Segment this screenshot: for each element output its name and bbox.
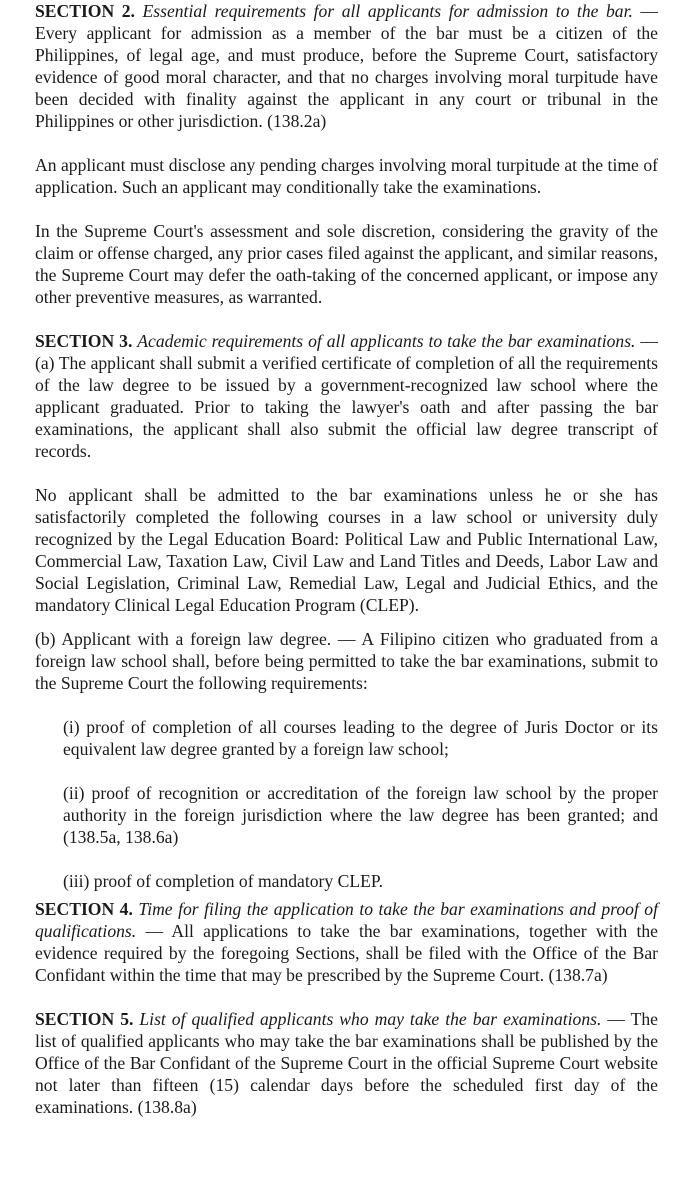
section-3-title: Academic requirements of all applicants to take the bar examinations.: [137, 331, 636, 351]
section-4-body: — All applications to take the bar examinations, together with the evidence required by the foregoing Sections, shall be filed with the Office of the Bar Confidant within the time that may be prescribed by the Supreme Court. (138.7a): [35, 921, 658, 985]
section-5-label: SECTION 5.: [35, 1009, 134, 1029]
section-5-title: List of qualified applicants who may take the bar examinations.: [139, 1009, 602, 1029]
section-2-title: Essential requirements for all applicants for admission to the bar.: [142, 1, 633, 21]
section-2-label: SECTION 2.: [35, 1, 135, 21]
section-5-body: — The list of qualified applicants who may take the bar examinations shall be published by the Office of the Bar Confidant of the Supreme Court in the official Supreme Court website not later than fifteen (15) calendar days before the scheduled first day of the examinations. (138.8a): [35, 1009, 658, 1117]
section-3-item-i: (i) proof of completion of all courses leading to the degree of Juris Doctor or its equivalent law degree granted by a foreign law school;: [63, 717, 658, 759]
section-2-body: — Every applicant for admission as a member of the bar must be a citizen of the Philippines, of legal age, and must produce, before the Supreme Court, satisfactory evidence of good moral character, and that no charges involving moral turpitude have been decided with finality against the applicant in any court or tribunal in the Philippines or other jurisdiction. (138.2a): [35, 1, 659, 131]
section-3-foreign-degree-paragraph: (b) Applicant with a foreign law degree. — A Filipino citizen who graduated from a foreign law school shall, before being permitted to take the bar examinations, submit to the Supreme Court the following requirements:: [35, 629, 658, 693]
section-3-label: SECTION 3.: [35, 331, 133, 351]
section-2-paragraph: [35, 0, 658, 132]
section-3-item-ii: (ii) proof of recognition or accreditation of the foreign law school by the proper authority in the foreign jurisdiction where the law degree has been granted; and (138.5a, 138.6a): [63, 783, 658, 847]
document-page: [35, 0, 658, 1118]
section-3-body: — (a) The applicant shall submit a verified certificate of completion of all the requirements of the law degree to be issued by a government-recognized law school where the applicant graduated. Prior to taking the lawyer's oath and after passing the bar examinations, the applicant shall also submit the official law degree transcript of records.: [35, 331, 658, 461]
section-2-discretion-paragraph: In the Supreme Court's assessment and sole discretion, considering the gravity of the claim or offense charged, any prior cases filed against the applicant, and similar reasons, the Supreme Court may defer the oath-taking of the concerned applicant, or impose any other preventive measures, as warranted.: [35, 221, 658, 307]
section-2-disclosure-paragraph: An applicant must disclose any pending charges involving moral turpitude at the time of application. Such an applicant may conditionally take the examinations.: [35, 155, 658, 197]
section-4-paragraph: [35, 898, 658, 986]
section-5-paragraph: [35, 1008, 658, 1118]
section-4-title: Time for filing the application to take the bar examinations and proof of qualifications.: [35, 899, 658, 941]
section-4-label: SECTION 4.: [35, 899, 133, 919]
section-3-paragraph: [35, 330, 658, 462]
section-3-courses-paragraph: No applicant shall be admitted to the bar examinations unless he or she has satisfactorily completed the following courses in a law school or university duly recognized by the Legal Education Board: Political Law and Public International Law, Commercial Law, Taxation Law, Civil Law and Land Titles and Deeds, Labor Law and Social Legislation, Criminal Law, Remedial Law, Legal and Judicial Ethics, and the mandatory Clinical Legal Education Program (CLEP).: [35, 485, 658, 615]
section-3-item-iii: (iii) proof of completion of mandatory CLEP.: [63, 871, 384, 891]
